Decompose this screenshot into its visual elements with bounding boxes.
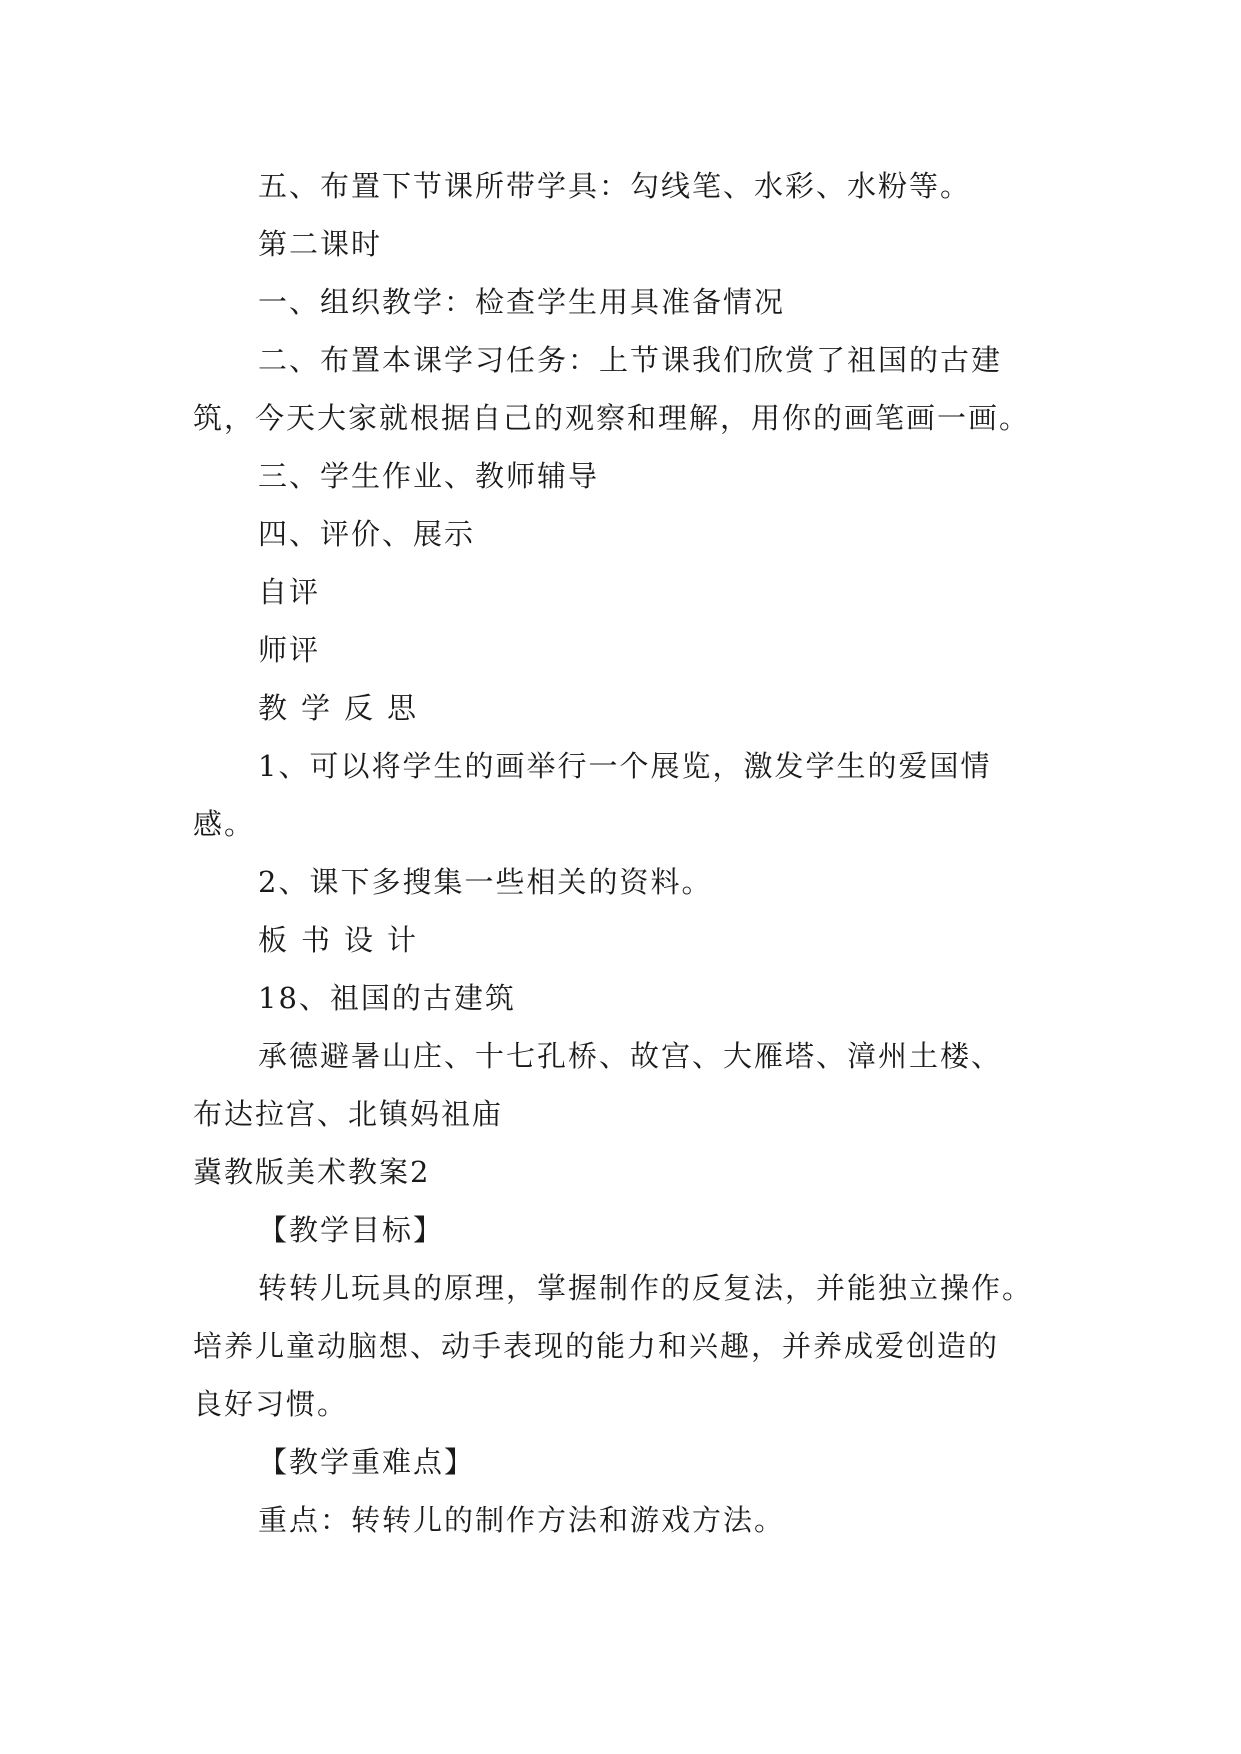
section-heading: 第二课时 [258, 227, 383, 261]
paragraph-line: 师评 [258, 633, 321, 667]
paragraph-line: 一、组织教学：检查学生用具准备情况 [258, 285, 786, 319]
paragraph-line: 2、课下多搜集一些相关的资料。 [258, 865, 713, 899]
paragraph-line: 感。 [193, 807, 256, 841]
document-title: 冀教版美术教案2 [193, 1155, 431, 1189]
section-heading: 板书设计 [258, 923, 431, 957]
paragraph-line: 三、学生作业、教师辅导 [258, 459, 600, 493]
paragraph-line: 良好习惯。 [193, 1387, 349, 1421]
section-heading: 教学反思 [258, 691, 431, 725]
paragraph-line: 二、布置本课学习任务：上节课我们欣赏了祖国的古建 [258, 343, 1003, 377]
paragraph-line: 四、评价、展示 [258, 517, 476, 551]
paragraph-line: 布达拉宫、北镇妈祖庙 [193, 1097, 504, 1131]
section-heading: 【教学重难点】 [258, 1445, 476, 1479]
paragraph-line: 重点：转转儿的制作方法和游戏方法。 [258, 1503, 786, 1537]
paragraph-line: 培养儿童动脑想、动手表现的能力和兴趣，并养成爱创造的 [193, 1329, 1000, 1363]
paragraph-line: 筑，今天大家就根据自己的观察和理解，用你的画笔画一画。 [193, 401, 1031, 435]
paragraph-line: 自评 [258, 575, 321, 609]
paragraph-line: 五、布置下节课所带学具：勾线笔、水彩、水粉等。 [258, 169, 972, 203]
paragraph-line: 转转儿玩具的原理，掌握制作的反复法，并能独立操作。 [258, 1271, 1034, 1305]
section-heading: 【教学目标】 [258, 1213, 445, 1247]
paragraph-line: 承德避暑山庄、十七孔桥、故宫、大雁塔、漳州土楼、 [258, 1039, 1003, 1073]
paragraph-line: 18、祖国的古建筑 [258, 981, 516, 1015]
paragraph-line: 1、可以将学生的画举行一个展览，激发学生的爱国情 [258, 749, 992, 783]
